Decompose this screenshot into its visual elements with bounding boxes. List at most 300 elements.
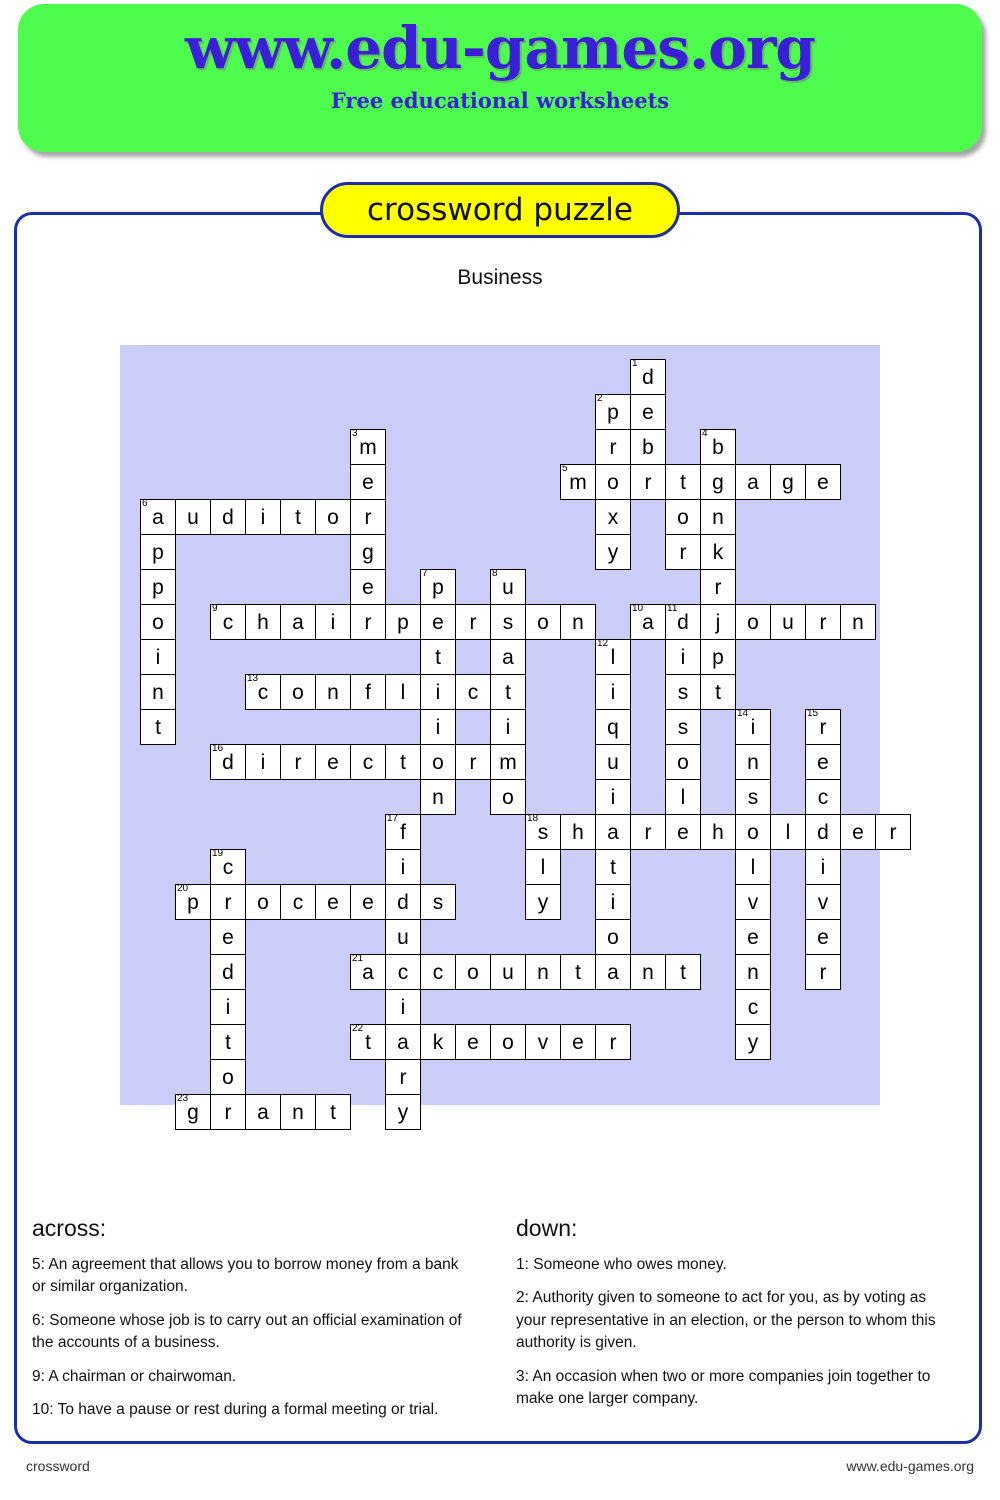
crossword-cell[interactable] [525,884,561,920]
worksheet-type-label: crossword puzzle [320,182,680,238]
site-subtitle: Free educational worksheets [330,88,670,113]
crossword-cell[interactable] [385,674,421,710]
crossword-cell[interactable] [210,1024,246,1060]
crossword-cell[interactable] [595,534,631,570]
crossword-cell[interactable] [805,884,841,920]
cell-letter: b [642,436,654,459]
crossword-cell[interactable] [665,499,701,535]
crossword-cell[interactable] [840,604,876,640]
crossword-cell[interactable] [595,814,631,850]
crossword-cell[interactable] [595,674,631,710]
crossword-cell[interactable] [175,499,211,535]
crossword-cell[interactable] [665,814,701,850]
cell-letter: r [364,506,372,529]
across-clue-item: 6: Someone whose job is to carry out an official examination of the accounts of a business. [32,1311,462,1352]
across-clues [32,1215,472,1433]
cell-letter: s [677,681,689,704]
cell-letter: t [680,471,686,494]
cell-letter: e [432,611,444,634]
cell-number: 11 [667,603,678,614]
crossword-cell[interactable] [770,814,806,850]
crossword-grid [120,345,897,1124]
cell-number: 6 [142,498,148,509]
cell-letter: n [852,611,864,634]
cell-letter: t [575,961,581,984]
cell-letter: t [225,1031,231,1054]
crossword-cell[interactable] [385,1024,421,1060]
crossword-cell[interactable] [560,1024,596,1060]
crossword-cell[interactable] [315,1094,351,1130]
cell-letter: s [432,891,444,914]
cell-letter: e [362,471,374,494]
worksheet-topic: Business [457,266,543,289]
crossword-cell[interactable] [420,884,456,920]
crossword-cell[interactable] [350,954,386,990]
crossword-cell[interactable] [560,814,596,850]
cell-letter: i [435,681,441,704]
crossword-cell[interactable] [385,604,421,640]
cell-number: 22 [352,1023,364,1034]
crossword-cell[interactable] [805,919,841,955]
crossword-cell[interactable] [350,534,386,570]
cell-letter: p [152,541,164,564]
crossword-cell[interactable] [665,639,701,675]
cell-letter: i [610,681,616,704]
crossword-cell[interactable] [175,1094,211,1130]
crossword-cell[interactable] [350,499,386,535]
cell-letter: d [222,751,234,774]
cell-letter: e [222,926,234,949]
cell-number: 3 [352,428,358,439]
crossword-cell[interactable] [280,1094,316,1130]
crossword-cell[interactable] [280,744,316,780]
crossword-cell[interactable] [315,499,351,535]
crossword-cell[interactable] [630,604,666,640]
crossword-cell[interactable] [210,884,246,920]
crossword-cell[interactable] [490,744,526,780]
crossword-cell[interactable] [490,674,526,710]
crossword-cell[interactable] [525,849,561,885]
cell-letter: t [295,506,301,529]
cell-letter: d [222,506,234,529]
cell-letter: y [397,1101,409,1124]
crossword-cell[interactable] [455,604,491,640]
crossword-cell[interactable] [350,569,386,605]
cell-letter: r [644,471,652,494]
crossword-cell[interactable] [245,1094,281,1130]
crossword-cell[interactable] [490,954,526,990]
cell-letter: k [712,541,724,564]
crossword-cell[interactable] [665,604,701,640]
crossword-cell[interactable] [560,954,596,990]
cell-letter: o [257,891,269,914]
crossword-cell[interactable] [315,744,351,780]
crossword-cell[interactable] [490,709,526,745]
crossword-cell[interactable] [630,814,666,850]
crossword-cell[interactable] [420,639,456,675]
cell-letter: r [364,611,372,634]
crossword-cell[interactable] [595,499,631,535]
crossword-cell[interactable] [210,1059,246,1095]
cell-letter: n [152,681,164,704]
crossword-cell[interactable] [385,919,421,955]
crossword-cell[interactable] [525,1024,561,1060]
cell-letter: o [222,1066,234,1089]
cell-letter: a [747,471,759,494]
crossword-cell[interactable] [490,639,526,675]
cell-letter: u [187,506,199,529]
crossword-cell[interactable] [840,814,876,850]
cell-letter: o [292,681,304,704]
crossword-cell[interactable] [560,464,596,500]
cell-letter: r [819,961,827,984]
crossword-cell[interactable] [735,744,771,780]
across-clue-item: 10: To have a pause or rest during a formal meeting or trial. [32,1401,439,1419]
crossword-cell[interactable] [700,499,736,535]
crossword-cell[interactable] [280,499,316,535]
cell-letter: o [152,611,164,634]
cell-letter: o [607,471,619,494]
crossword-cell[interactable] [805,709,841,745]
cell-letter: o [747,821,759,844]
cell-letter: r [889,821,897,844]
crossword-cell[interactable] [630,954,666,990]
crossword-cell[interactable] [385,954,421,990]
crossword-cell[interactable] [595,954,631,990]
crossword-cell[interactable] [175,884,211,920]
crossword-cell[interactable] [350,464,386,500]
crossword-cell[interactable] [385,744,421,780]
crossword-cell[interactable] [525,604,561,640]
crossword-cell[interactable] [700,534,736,570]
crossword-cell[interactable] [525,954,561,990]
cell-letter: a [152,506,164,529]
crossword-cell[interactable] [700,814,736,850]
crossword-cell[interactable] [350,604,386,640]
crossword-cell[interactable] [350,674,386,710]
cell-letter: h [572,821,584,844]
crossword-cell[interactable] [280,674,316,710]
crossword-cell[interactable] [665,744,701,780]
crossword-cell[interactable] [210,1094,246,1130]
crossword-cell[interactable] [385,849,421,885]
cell-letter: y [607,541,619,564]
cell-letter: n [572,611,584,634]
crossword-cell[interactable] [560,604,596,640]
crossword-cell[interactable] [805,464,841,500]
crossword-cell[interactable] [385,989,421,1025]
cell-letter: i [680,646,686,669]
cell-number: 20 [177,883,189,894]
crossword-cell[interactable] [595,464,631,500]
cell-letter: c [397,961,409,984]
cell-letter: c [257,681,269,704]
cell-letter: i [820,856,826,879]
cell-letter: m [569,471,587,494]
cell-letter: m [499,751,517,774]
cell-letter: d [397,891,409,914]
cell-letter: e [572,1031,584,1054]
crossword-cell[interactable] [735,919,771,955]
crossword-cell[interactable] [490,604,526,640]
crossword-cell[interactable] [210,604,246,640]
crossword-cell[interactable] [700,604,736,640]
crossword-cell[interactable] [630,394,666,430]
cell-letter: m [359,436,377,459]
cell-letter: e [467,1031,479,1054]
crossword-cell[interactable] [350,1024,386,1060]
cell-letter: c [747,996,759,1019]
cell-letter: o [607,926,619,949]
crossword-cell[interactable] [350,429,386,465]
crossword-cell[interactable] [735,1024,771,1060]
crossword-cell[interactable] [420,569,456,605]
cell-letter: t [365,1031,371,1054]
cell-letter: g [362,541,374,564]
crossword-cell[interactable] [210,954,246,990]
crossword-cell[interactable] [700,674,736,710]
crossword-cell[interactable] [595,884,631,920]
crossword-cell[interactable] [245,604,281,640]
down-clue-item: 1: Someone who owes money. [516,1256,727,1273]
cell-letter: c [817,786,829,809]
cell-letter: p [152,576,164,599]
cell-letter: c [467,681,479,704]
crossword-cell[interactable] [420,779,456,815]
crossword-cell[interactable] [280,884,316,920]
cell-letter: n [327,681,339,704]
cell-number: 1 [632,358,638,369]
crossword-cell[interactable] [595,709,631,745]
crossword-cell[interactable] [595,1024,631,1060]
crossword-cell[interactable] [805,744,841,780]
crossword-cell[interactable] [315,884,351,920]
cell-letter: t [435,646,441,669]
crossword-cell[interactable] [490,569,526,605]
cell-letter: n [642,961,654,984]
cell-letter: g [782,471,794,494]
crossword-cell[interactable] [735,954,771,990]
crossword-cell[interactable] [420,744,456,780]
cell-number: 19 [212,848,224,859]
crossword-cell[interactable] [350,744,386,780]
crossword-cell[interactable] [140,534,176,570]
crossword-cell[interactable] [140,499,176,535]
crossword-cell[interactable] [420,604,456,640]
crossword-cell[interactable] [595,744,631,780]
crossword-cell[interactable] [455,674,491,710]
crossword-cell[interactable] [420,709,456,745]
cell-letter: t [680,961,686,984]
crossword-cell[interactable] [595,639,631,675]
cell-letter: v [747,891,759,914]
cell-letter: r [399,1066,407,1089]
crossword-cell[interactable] [735,709,771,745]
crossword-cell[interactable] [420,1024,456,1060]
crossword-cell[interactable] [700,464,736,500]
cell-letter: e [362,891,374,914]
cell-letter: o [432,751,444,774]
crossword-cell[interactable] [735,989,771,1025]
crossword-cell[interactable] [665,779,701,815]
crossword-cell[interactable] [245,499,281,535]
crossword-cell[interactable] [245,744,281,780]
crossword-cell[interactable] [805,604,841,640]
crossword-cell[interactable] [735,849,771,885]
crossword-cell[interactable] [315,604,351,640]
cell-letter: i [260,751,266,774]
cell-letter: u [397,926,409,949]
crossword-cell[interactable] [665,674,701,710]
cell-letter: v [817,891,829,914]
crossword-cell[interactable] [210,744,246,780]
crossword-cell[interactable] [210,499,246,535]
crossword-cell[interactable] [140,639,176,675]
crossword-cell[interactable] [140,674,176,710]
crossword-cell[interactable] [630,464,666,500]
cell-letter: r [819,716,827,739]
cell-number: 18 [527,813,539,824]
cell-letter: t [155,716,161,739]
across-clue-item: 9: A chairman or chairwoman. [32,1367,237,1385]
cell-letter: d [222,961,234,984]
crossword-cell[interactable] [420,674,456,710]
crossword-cell[interactable] [455,1024,491,1060]
crossword-cell[interactable] [595,779,631,815]
crossword-cell[interactable] [735,464,771,500]
crossword-cell[interactable] [595,919,631,955]
cell-letter: o [677,751,689,774]
crossword-cell[interactable] [595,429,631,465]
cell-letter: p [432,576,444,599]
crossword-cell[interactable] [700,429,736,465]
cell-letter: n [712,506,724,529]
crossword-cell[interactable] [630,359,666,395]
cell-letter: u [502,576,514,599]
cell-number: 21 [352,953,364,964]
crossword-cell[interactable] [490,779,526,815]
crossword-cell[interactable] [455,954,491,990]
crossword-cell[interactable] [595,849,631,885]
cell-letter: e [677,821,689,844]
cell-letter: r [644,821,652,844]
cell-letter: e [327,891,339,914]
crossword-cell[interactable] [700,639,736,675]
cell-letter: c [432,961,444,984]
crossword-cell[interactable] [315,674,351,710]
crossword-cell[interactable] [805,814,841,850]
cell-letter: o [537,611,549,634]
crossword-cell[interactable] [805,849,841,885]
crossword-cell[interactable] [805,779,841,815]
crossword-cell[interactable] [665,954,701,990]
cell-letter: e [817,471,829,494]
crossword-cell[interactable] [735,779,771,815]
cell-letter: n [292,1101,304,1124]
cell-letter: t [330,1101,336,1124]
crossword-cell[interactable] [630,429,666,465]
crossword-cell[interactable] [735,604,771,640]
cell-letter: r [224,1101,232,1124]
cell-letter: v [537,1031,549,1054]
cell-letter: o [327,506,339,529]
crossword-cell[interactable] [280,604,316,640]
crossword-cell[interactable] [245,674,281,710]
crossword-cell[interactable] [385,884,421,920]
cell-letter: a [607,961,619,984]
crossword-cell[interactable] [665,709,701,745]
cell-number: 12 [597,638,609,649]
crossword-cell[interactable] [455,744,491,780]
crossword-cell[interactable] [595,394,631,430]
cell-letter: i [750,716,756,739]
cell-letter: i [225,996,231,1019]
crossword-cell[interactable] [420,954,456,990]
crossword-cell[interactable] [245,884,281,920]
crossword-cell[interactable] [665,534,701,570]
cell-letter: g [712,471,724,494]
crossword-cell[interactable] [525,814,561,850]
down-heading: down: [516,1215,578,1241]
cell-letter: i [155,646,161,669]
cell-letter: l [750,856,756,879]
cell-letter: p [187,891,199,914]
cell-letter: a [257,1101,269,1124]
cell-letter: e [362,576,374,599]
cell-letter: c [222,856,234,879]
crossword-cell[interactable] [770,464,806,500]
crossword-grid-cells [120,345,897,1124]
cell-letter: n [537,961,549,984]
crossword-cell[interactable] [665,464,701,500]
crossword-cell[interactable] [210,989,246,1025]
cell-number: 7 [422,568,428,579]
cell-number: 13 [247,673,259,684]
cell-letter: o [747,611,759,634]
cell-letter: y [747,1031,759,1054]
crossword-cell[interactable] [140,709,176,745]
cell-letter: h [712,821,724,844]
crossword-cell[interactable] [770,604,806,640]
crossword-cell[interactable] [210,919,246,955]
crossword-cell[interactable] [385,1059,421,1095]
cell-letter: c [362,751,374,774]
cell-letter: l [680,786,686,809]
crossword-cell[interactable] [875,814,911,850]
cell-letter: o [677,506,689,529]
cell-letter: i [330,611,336,634]
cell-letter: a [642,611,654,634]
crossword-cell[interactable] [735,884,771,920]
cell-letter: i [435,716,441,739]
crossword-cell[interactable] [140,604,176,640]
cell-letter: u [502,961,514,984]
footer-right-label: www.edu-games.org [846,1458,974,1474]
crossword-cell[interactable] [805,954,841,990]
crossword-cell[interactable] [700,569,736,605]
cell-letter: c [292,891,304,914]
crossword-cell[interactable] [385,814,421,850]
cell-letter: r [609,1031,617,1054]
crossword-cell[interactable] [350,884,386,920]
crossword-cell[interactable] [490,1024,526,1060]
crossword-cell[interactable] [385,1094,421,1130]
crossword-cell[interactable] [210,849,246,885]
cell-letter: r [294,751,302,774]
cell-letter: g [187,1101,199,1124]
crossword-cell[interactable] [735,814,771,850]
crossword-cell[interactable] [140,569,176,605]
